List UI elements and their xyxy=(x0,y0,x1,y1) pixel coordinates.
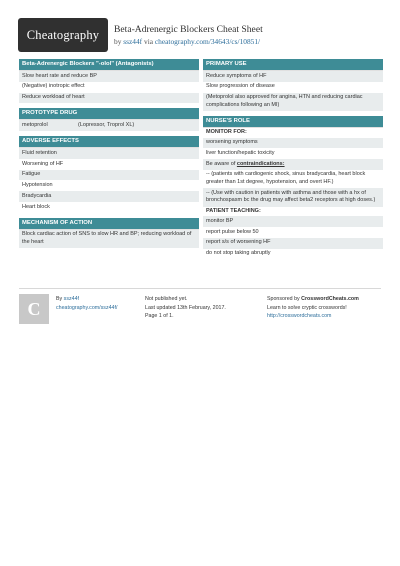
list-item: Fatigue xyxy=(19,170,199,181)
byline xyxy=(114,37,260,46)
aware-text: Be aware of xyxy=(206,160,237,167)
list-item: Worsening of HF xyxy=(19,159,199,170)
list-item: Slow heart rate and reduce BP xyxy=(19,71,199,82)
sheet-url-link[interactable]: cheatography.com/34643/cs/10851/ xyxy=(154,37,261,46)
list-item: -- (patients with cardiogenic shock, sinus bradycardia, heart block greater than 1st degree, hypotension, and overt HF.) xyxy=(203,170,383,188)
list-item: report pulse below 50 xyxy=(203,227,383,238)
drug-name: metoprolol xyxy=(22,121,48,128)
adverse-effects-section xyxy=(19,136,199,213)
by-label: By xyxy=(56,296,63,302)
page-number: Page 1 of 1. xyxy=(145,313,174,320)
drug-brands: (Lopressor, Troprol XL) xyxy=(78,121,135,128)
footer-publish-info xyxy=(145,295,226,321)
list-item: Hypotension xyxy=(19,180,199,191)
list-item: Heart block xyxy=(19,202,199,213)
list-item: do not stop taking abruptly xyxy=(203,249,383,260)
footer-sponsor xyxy=(267,295,359,321)
sponsor-prefix: Sponsored by xyxy=(267,296,302,302)
footer-author xyxy=(56,295,117,312)
via-label: via xyxy=(144,37,154,46)
nurses-role-section xyxy=(203,116,383,259)
list-item: Fluid retention xyxy=(19,148,199,159)
section-title: PRIMARY USE xyxy=(203,59,383,71)
prototype-drug-section xyxy=(19,108,199,131)
list-item: Reduce symptoms of HF xyxy=(203,71,383,82)
last-updated: Last updated 13th February, 2017. xyxy=(145,304,226,311)
avatar-letter: C xyxy=(27,299,41,319)
list-item: liver function/hepatic toxicity xyxy=(203,148,383,159)
contraindications-label xyxy=(203,159,383,170)
page-title: Beta-Adrenergic Blockers Cheat Sheet xyxy=(114,24,263,35)
section-title: NURSE'S ROLE xyxy=(203,116,383,128)
list-item: worsening symptoms xyxy=(203,138,383,149)
section-title: ADVERSE EFFECTS xyxy=(19,136,199,148)
list-item: Bradycardia xyxy=(19,191,199,202)
footer-author-link[interactable]: ssz44f xyxy=(63,296,79,302)
list-item: monitor BP xyxy=(203,216,383,227)
list-item: (Metoprolol also approved for angina, HTN and reducing cardiac complications following an MI) xyxy=(203,93,383,111)
list-item: Block cardiac action of SNS to slow HR and BP; reducing workload of the heart xyxy=(19,230,199,248)
section-title: PROTOTYPE DRUG xyxy=(19,108,199,120)
table-row xyxy=(19,120,199,131)
sponsor-url-link[interactable]: http://crosswordcheats.com xyxy=(267,313,332,320)
cheatography-logo[interactable]: Cheatography xyxy=(18,18,108,52)
teaching-heading: PATIENT TEACHING: xyxy=(203,207,383,217)
page-header xyxy=(18,18,382,54)
footer-author-url[interactable]: cheatography.com/ssz44f/ xyxy=(56,304,118,311)
section-title: Beta-Adrenergic Blockers "-olol" (Antagonists) xyxy=(19,59,199,71)
right-column xyxy=(203,59,383,264)
section-title: MECHANISM OF ACTION xyxy=(19,218,199,230)
list-item: report s/s of worsening HF xyxy=(203,238,383,249)
primary-use-section xyxy=(203,59,383,111)
sponsor-tagline: Learn to solve cryptic crosswords! xyxy=(267,304,347,311)
left-column xyxy=(19,59,199,253)
list-item: Slow progression of disease xyxy=(203,82,383,93)
contraindications-text: contraindications: xyxy=(236,160,285,167)
monitor-heading: MONITOR FOR: xyxy=(203,128,383,138)
author-link[interactable]: ssz44f xyxy=(123,37,143,46)
published-status: Not published yet. xyxy=(145,296,188,302)
author-avatar xyxy=(19,294,49,324)
list-item: (Negative) inotropic effect xyxy=(19,82,199,93)
by-label: by xyxy=(114,37,122,46)
list-item: Reduce workload of heart xyxy=(19,93,199,104)
beta-blockers-section xyxy=(19,59,199,103)
mechanism-section xyxy=(19,218,199,248)
page-footer xyxy=(19,288,381,334)
list-item: -- (Use with caution in patients with asthma and those with a hx of bronchospasm bc the drug may affect beta2 receptors at high doses.) xyxy=(203,188,383,206)
sponsor-name: CrosswordCheats.com xyxy=(301,296,359,302)
